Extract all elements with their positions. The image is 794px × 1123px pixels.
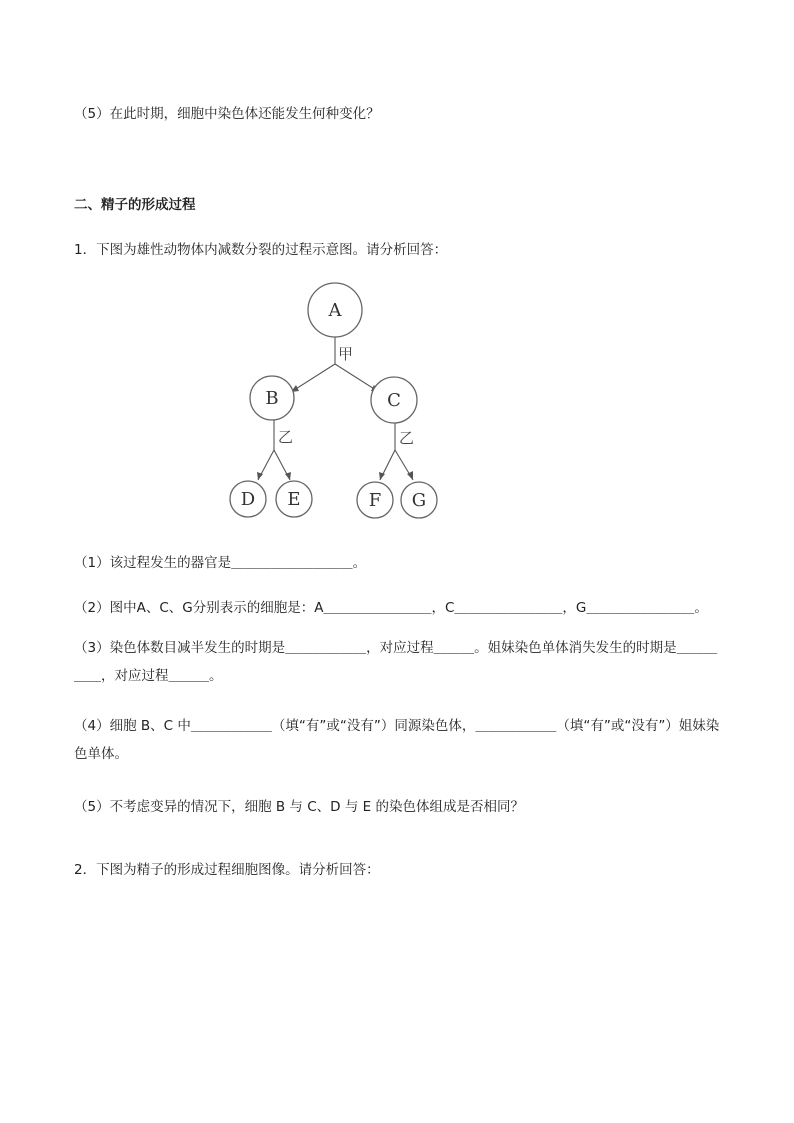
stage2-right-label: 乙 [399,429,415,447]
stage1-label: 甲 [338,345,354,363]
cell-a-label: A [328,300,342,321]
section-heading: 二、精子的形成过程 [74,197,196,213]
question-1-3: （3）染色体数目减半发生的时期是＿＿＿＿＿＿，对应过程＿＿＿。姐妹染色单体消失发生的时期是＿＿＿＿＿，对应过程＿＿＿。 [74,640,718,684]
question-1-1: （1）该过程发生的器官是＿＿＿＿＿＿＿＿＿。 [74,555,367,571]
meiosis-diagram [222,282,444,522]
question-1-intro: 1．下图为雄性动物体内减数分裂的过程示意图。请分析回答： [74,242,448,258]
cell-g-label: G [411,490,427,511]
cell-b-label: B [265,388,279,409]
cell-e-label: E [287,489,301,510]
cell-d-label: D [240,489,256,510]
question-prev-5: （5）在此时期，细胞中染色体还能发生何种变化？ [74,106,380,122]
cell-f-label: F [368,490,382,511]
question-1-4: （4）细胞 B、C 中＿＿＿＿＿＿（填“有”或“没有”）同源染色体，＿＿＿＿＿＿（填“有”或“没有”）姐妹染色单体。 [74,718,720,762]
question-1-5: （5）不考虑变异的情况下，细胞 B 与 C、D 与 E 的染色体组成是否相同？ [74,799,524,815]
question-1-2: （2）图中A、C、G分别表示的细胞是：A＿＿＿＿＿＿＿＿，C＿＿＿＿＿＿＿＿，G＿＿＿＿＿＿＿＿。 [74,600,708,616]
stage2-left-label: 乙 [278,428,294,446]
cell-c-label: C [387,390,401,411]
question-2-intro: 2．下图为精子的形成过程细胞图像。请分析回答： [74,862,380,878]
